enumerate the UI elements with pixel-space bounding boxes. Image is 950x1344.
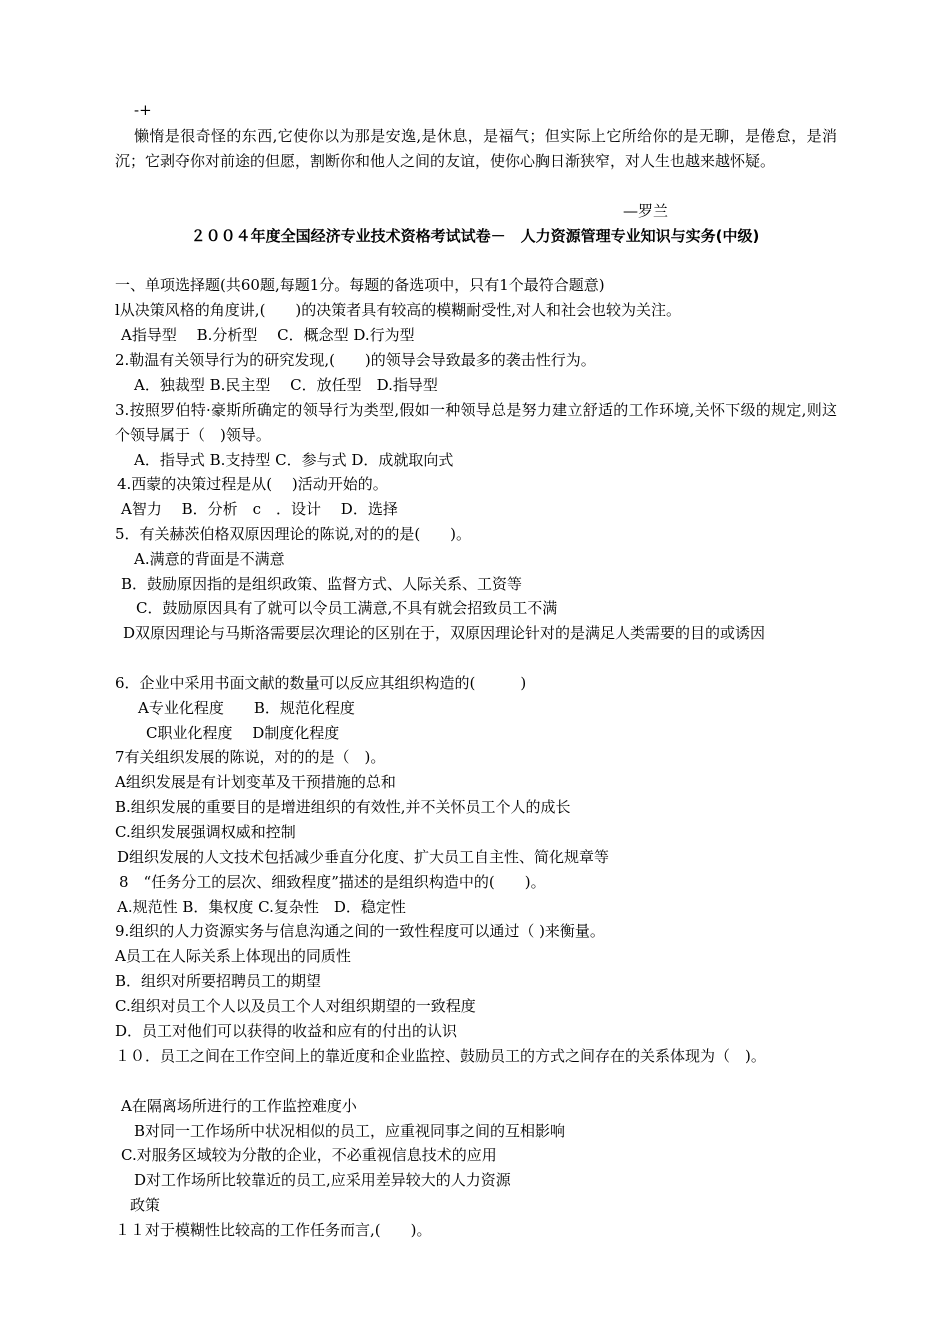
- question-1: l从决策风格的角度讲,( )的决策者具有较高的模糊耐受性,对人和社会也较为关注。: [115, 301, 682, 319]
- question-7: 7有关组织发展的陈说，对的的是（ )。: [115, 748, 386, 766]
- question-2: 2.勒温有关领导行为的研究发现,( )的领导会导致最多的袭击性行为。: [115, 351, 596, 369]
- question-5-option-a: A.满意的背面是不满意: [134, 550, 285, 568]
- question-6: 6．企业中采用书面文献的数量可以反应其组织构造的( ): [115, 674, 527, 692]
- header-mark: -+: [134, 101, 152, 119]
- question-9: 9.组织的人力资源实务与信息沟通之间的一致性程度可以通过（ )来衡量。: [115, 922, 605, 940]
- question-10-option-a: A在隔离场所进行的工作监控难度小: [121, 1097, 357, 1115]
- question-10: １０．员工之间在工作空间上的靠近度和企业监控、鼓励员工的方式之间存在的关系体现为（ )。: [115, 1047, 766, 1065]
- question-7-option-d: D组织发展的人文技术包括减少垂直分化度、扩大员工自主性、简化规章等: [117, 848, 610, 866]
- question-4: 4.西蒙的决策过程是从( )活动开始的。: [117, 475, 388, 493]
- exam-title: ２００４年度全国经济专业技术资格考试试卷－ 人力资源管理专业知识与实务(中级): [190, 227, 760, 245]
- question-5: 5．有关赫茨伯格双原因理论的陈说,对的的是( )。: [115, 525, 472, 543]
- quote-author: —罗兰: [623, 202, 669, 220]
- question-11: １１对于模糊性比较高的工作任务而言,( )。: [115, 1221, 432, 1239]
- question-5-option-b: B．鼓励原因指的是组织政策、监督方式、人际关系、工资等: [121, 575, 523, 593]
- quote-text: 懒惰是很奇怪的东西,它使你以为那是安逸,是休息，是福气；但实际上它所给你的是无聊，是倦怠，是消沉；它剥夺你对前途的但愿，割断你和他人之间的友谊，使你心胸日渐狭窄，对人生也越来越怀疑。: [115, 127, 837, 170]
- question-7-option-c: C.组织发展强调权威和控制: [115, 823, 296, 841]
- question-10-option-c: C.对服务区域较为分散的企业，不必重视信息技术的应用: [121, 1146, 497, 1164]
- question-9-option-c: C.组织对员工个人以及员工个人对组织期望的一致程度: [115, 997, 476, 1015]
- question-9-option-b: B．组织对所要招聘员工的期望: [115, 972, 322, 990]
- question-4-options: A智力 B．分析 c ．设计 D．选择: [121, 500, 398, 518]
- question-7-option-b: B.组织发展的重要目的是增进组织的有效性,并不关怀员工个人的成长: [115, 798, 571, 816]
- question-7-option-a: A组织发展是有计划变革及干预措施的总和: [115, 773, 396, 791]
- question-10-option-d-cont: 政策: [130, 1196, 161, 1214]
- question-10-option-d: D对工作场所比较靠近的员工,应采用差异较大的人力资源: [134, 1171, 511, 1189]
- question-3: 3.按照罗伯特·豪斯所确定的领导行为类型,假如一种领导总是努力建立舒适的工作环境,关怀下级的规定,则这个领导属于（ )领导。: [115, 401, 837, 444]
- question-3-options: A．指导式 B.支持型 C．参与式 D．成就取向式: [134, 451, 454, 469]
- question-2-options: A．独裁型 B.民主型 C．放任型 D.指导型: [134, 376, 438, 394]
- question-8-options: A.规范性 B．集权度 C.复杂性 D．稳定性: [117, 898, 406, 916]
- question-5-option-d: D双原因理论与马斯洛需要层次理论的区别在于，双原因理论针对的是满足人类需要的目的或诱因: [123, 624, 766, 642]
- question-1-options: A指导型 B.分析型 C．概念型 D.行为型: [121, 326, 415, 344]
- question-6-options-ab: A专业化程度 B．规范化程度: [138, 699, 355, 717]
- section-header: 一、单项选择题(共60题,每题1分。每题的备选项中，只有1个最符合题意): [115, 276, 605, 294]
- question-6-options-cd: C职业化程度 D制度化程度: [146, 724, 340, 742]
- question-5-option-c: C．鼓励原因具有了就可以令员工满意,不具有就会招致员工不满: [136, 599, 558, 617]
- question-8: 8 “任务分工的层次、细致程度”描述的是组织构造中的( )。: [119, 873, 546, 891]
- question-9-option-a: A员工在人际关系上体现出的同质性: [115, 947, 351, 965]
- question-9-option-d: D．员工对他们可以获得的收益和应有的付出的认识: [115, 1022, 458, 1040]
- question-10-option-b: B对同一工作场所中状况相似的员工，应重视同事之间的互相影响: [134, 1122, 566, 1140]
